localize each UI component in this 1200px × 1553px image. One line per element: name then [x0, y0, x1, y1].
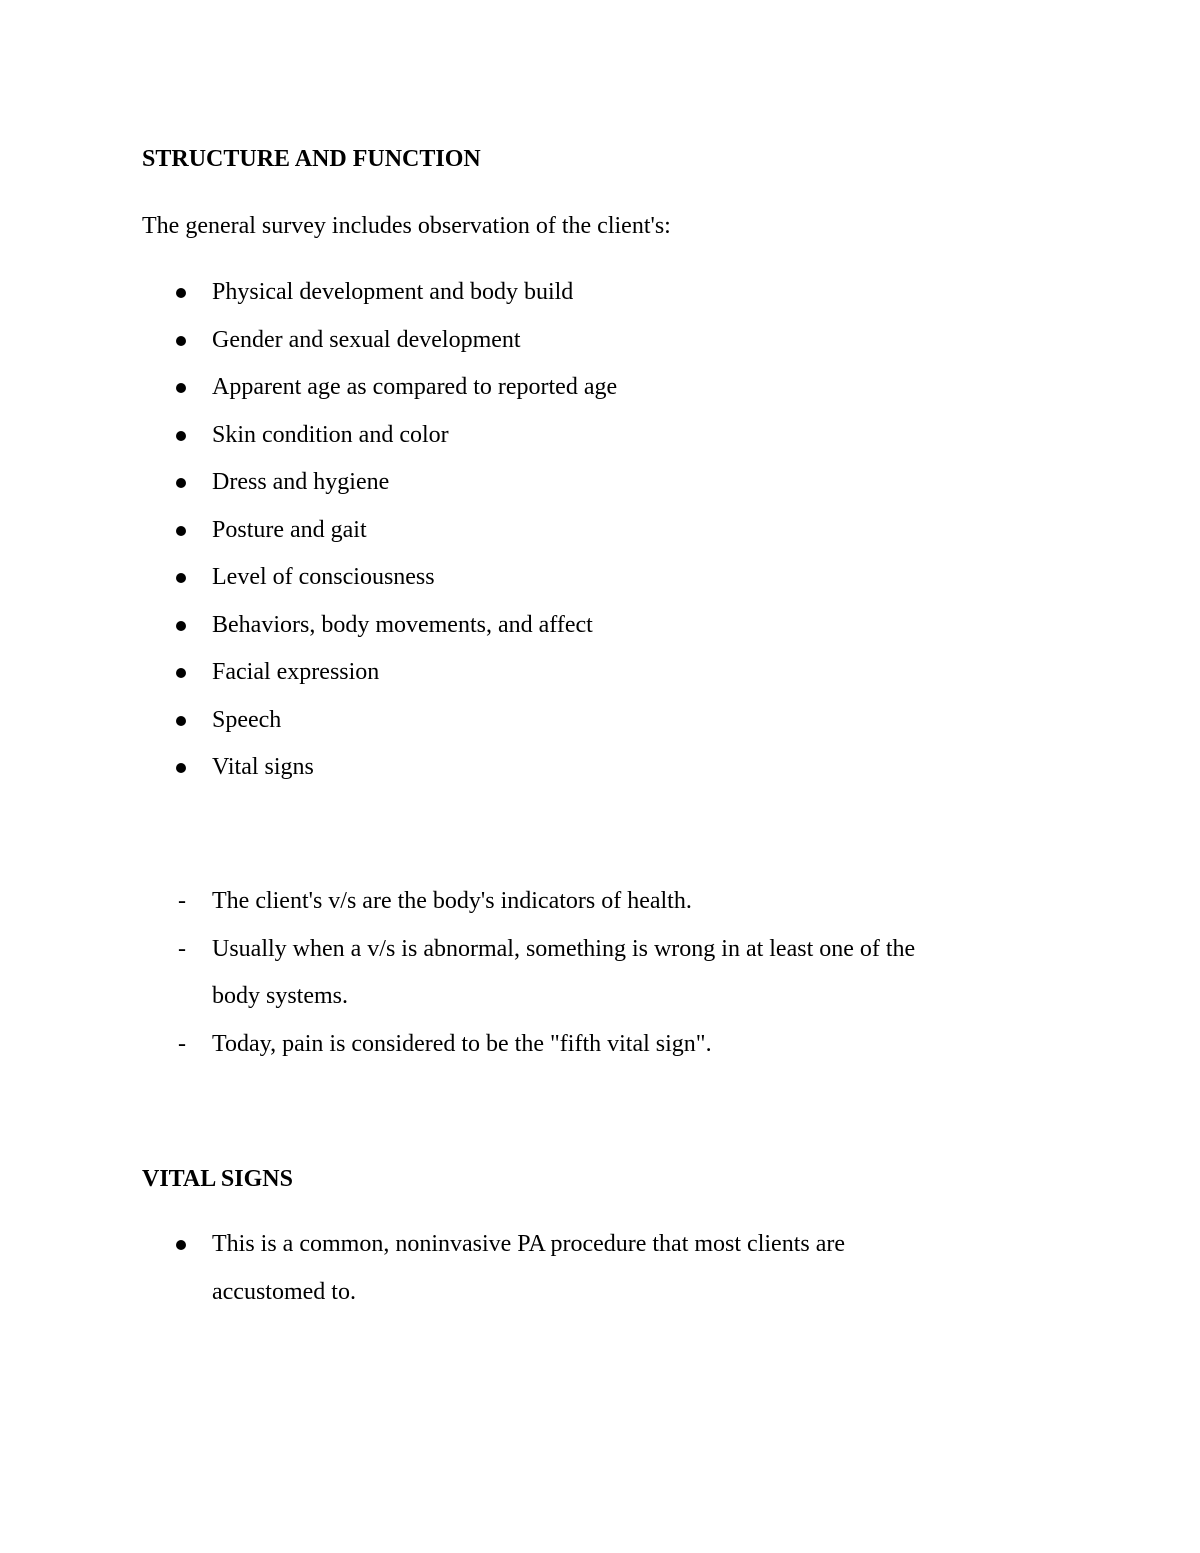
list-item	[0, 1221, 845, 1316]
list-item	[0, 269, 617, 317]
list-item-text: Posture and gait	[212, 516, 367, 543]
list-item-text-continued: accustomed to.	[212, 1278, 356, 1305]
bullet-icon	[176, 1240, 186, 1250]
vital-signs-notes-list	[0, 878, 915, 1068]
list-item-text: Dress and hygiene	[212, 469, 390, 495]
bullet-icon	[176, 716, 186, 726]
list-item	[0, 878, 915, 926]
section-heading-structure-and-function: STRUCTURE AND FUNCTION	[142, 146, 481, 172]
list-item	[0, 697, 617, 745]
list-item-text: Level of consciousness	[212, 564, 435, 590]
list-item	[0, 364, 617, 412]
list-item	[0, 602, 617, 650]
list-item	[0, 1021, 915, 1069]
bullet-icon	[176, 478, 186, 488]
list-item	[0, 317, 617, 365]
bullet-icon	[176, 668, 186, 678]
general-survey-bullet-list	[0, 269, 617, 792]
bullet-icon	[176, 573, 186, 583]
bullet-icon	[176, 763, 186, 773]
list-item-text: Behaviors, body movements, and affect	[212, 611, 593, 638]
vital-signs-bullet-list	[0, 1221, 845, 1316]
list-item	[0, 507, 617, 555]
list-item-text: Gender and sexual development	[212, 326, 521, 353]
list-item-text-continued: body systems.	[212, 983, 349, 1009]
list-item-text: Facial expression	[212, 659, 380, 685]
dash-marker: -	[178, 1030, 186, 1057]
bullet-icon	[176, 526, 186, 536]
list-item	[0, 459, 617, 507]
list-item	[0, 744, 617, 792]
list-item-text: Speech	[212, 706, 282, 733]
bullet-icon	[176, 621, 186, 631]
list-item-text: Vital signs	[212, 754, 314, 780]
bullet-icon	[176, 383, 186, 393]
list-item	[0, 554, 617, 602]
bullet-icon	[176, 288, 186, 298]
dash-marker: -	[178, 888, 186, 914]
list-item	[0, 649, 617, 697]
list-item-text: Today, pain is considered to be the "fifth vital sign".	[212, 1030, 712, 1057]
list-item-text: This is a common, noninvasive PA procedure that most clients are	[212, 1231, 845, 1257]
dash-marker: -	[178, 935, 186, 962]
list-item-text: The client's v/s are the body's indicators of health.	[212, 888, 692, 914]
section-heading-vital-signs: VITAL SIGNS	[142, 1166, 293, 1192]
list-item-text: Skin condition and color	[212, 421, 449, 448]
list-item-text: Usually when a v/s is abnormal, something is wrong in at least one of the	[212, 935, 916, 962]
list-item-text: Physical development and body build	[212, 279, 574, 305]
bullet-icon	[176, 336, 186, 346]
list-item	[0, 926, 915, 1021]
bullet-icon	[176, 431, 186, 441]
list-item-text: Apparent age as compared to reported age	[212, 374, 618, 400]
intro-paragraph: The general survey includes observation of the client's:	[142, 213, 671, 239]
list-item	[0, 412, 617, 460]
